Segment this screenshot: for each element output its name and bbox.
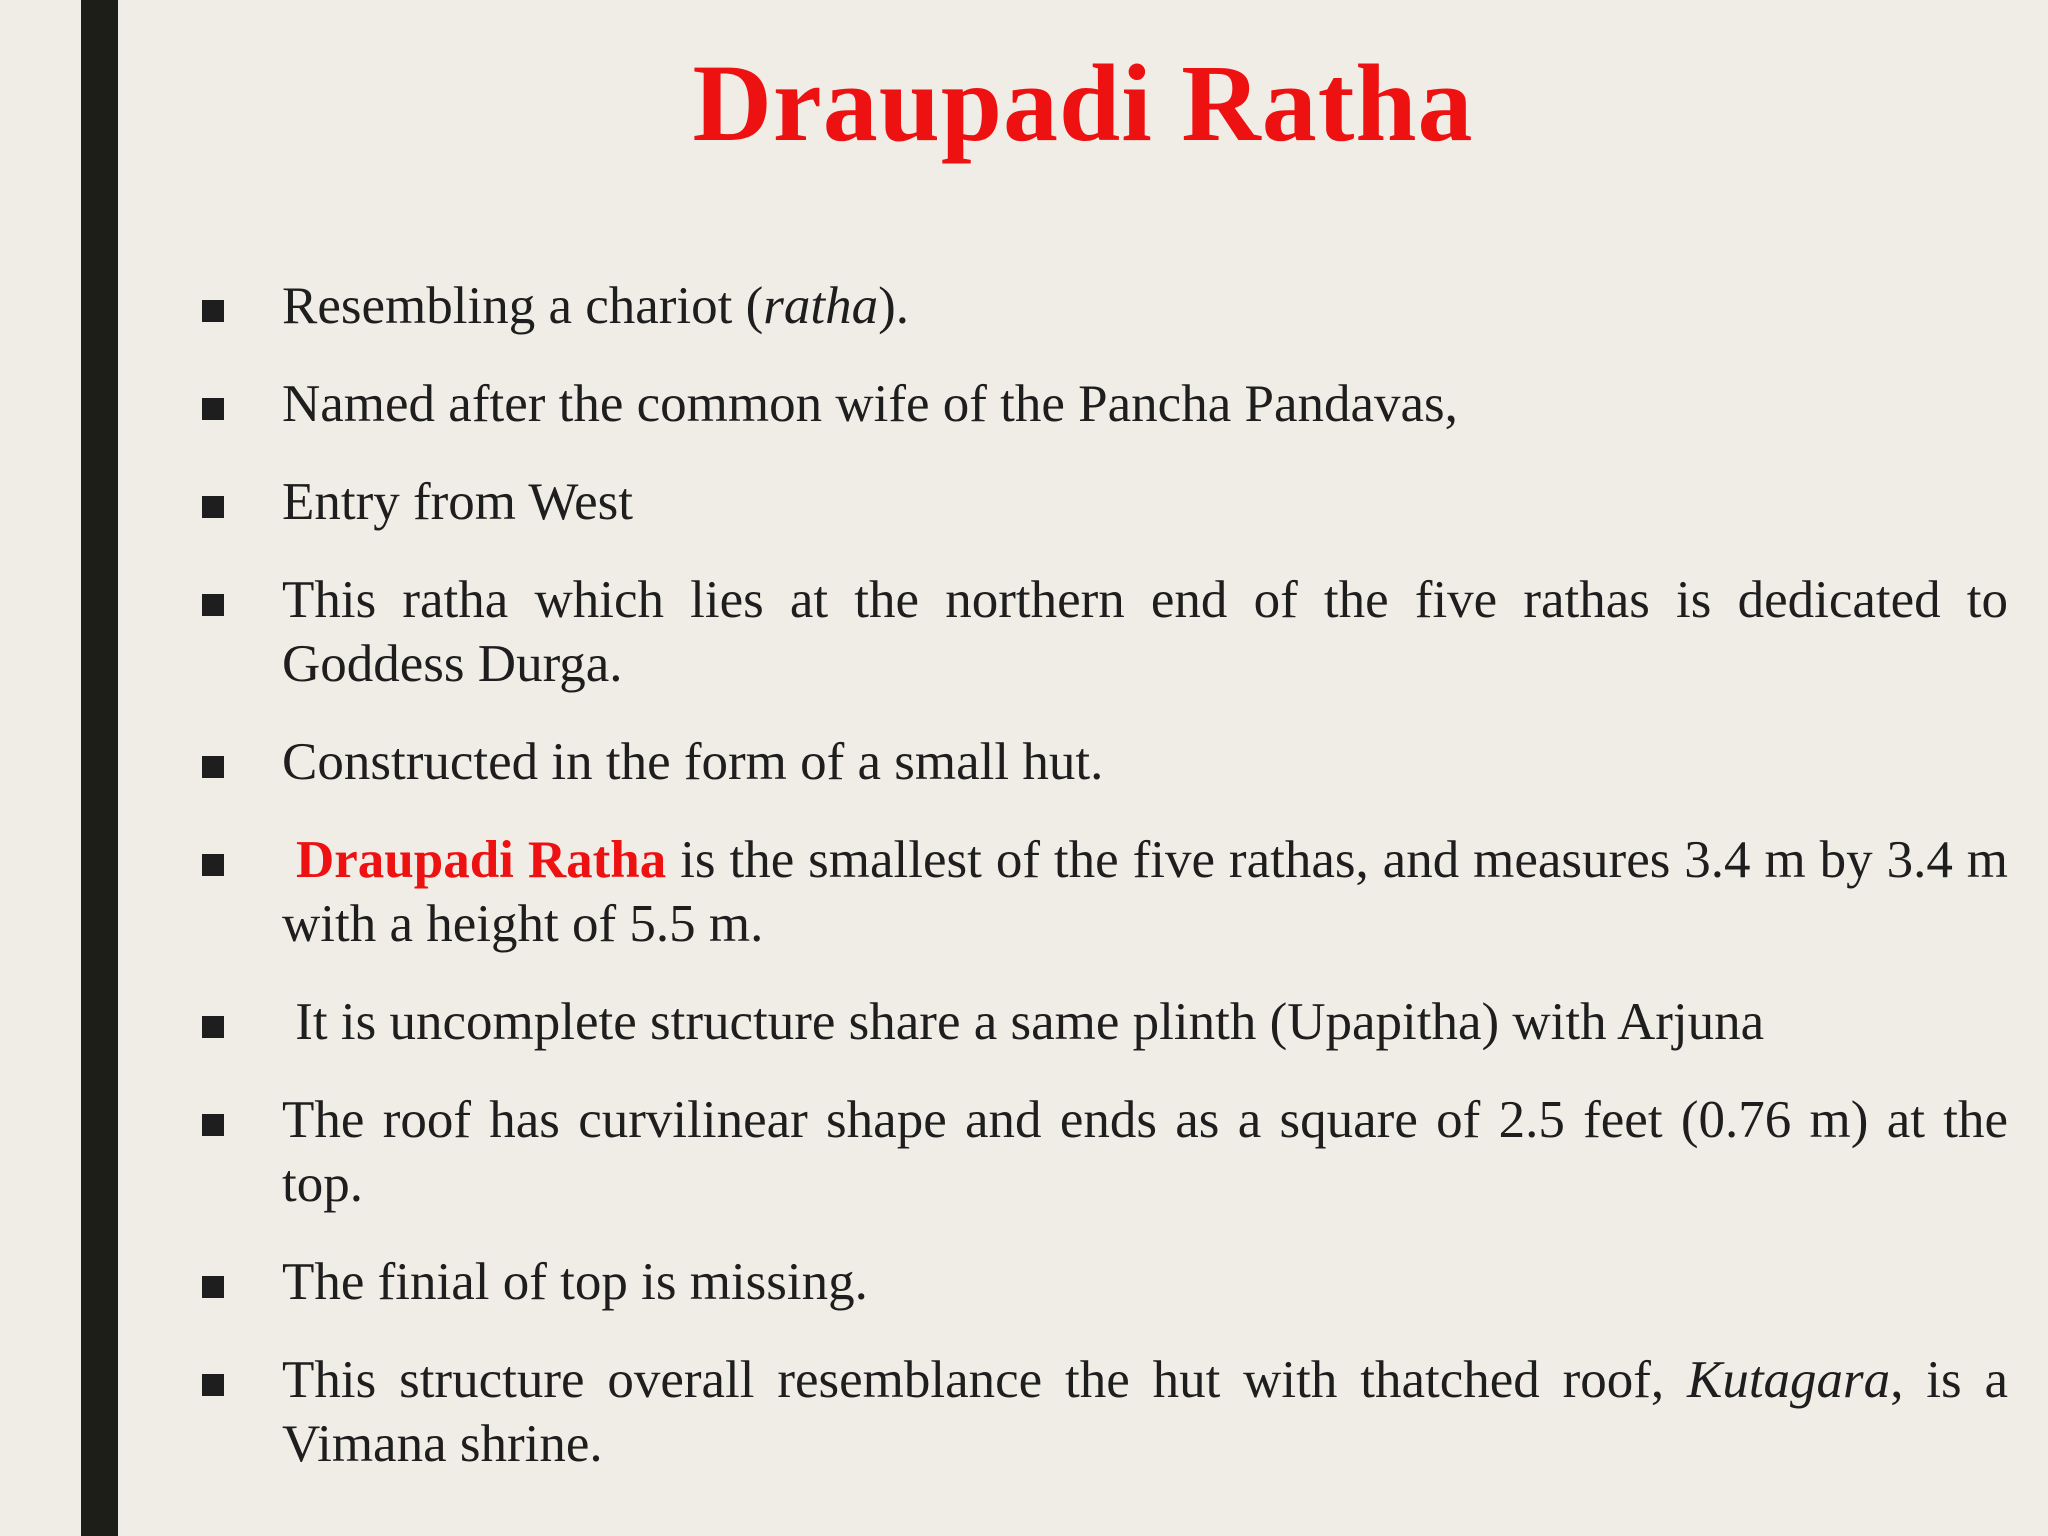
left-accent-bar (81, 0, 118, 1536)
bullet-item-7 (198, 990, 2008, 1054)
bullet-text: This structure overall resemblance the hut with thatched roof, (282, 1351, 1687, 1409)
bullet-item-1 (198, 274, 2008, 338)
bullet-italic-term: ratha (763, 277, 879, 335)
square-bullet-icon (202, 1374, 224, 1396)
bullet-text: is the smallest of the five rathas, and measures 3.4 m by 3.4 m with a height of 5.5 m. (282, 831, 2008, 953)
bullet-text: It is uncomplete structure share a same plinth (Upapitha) with Arjuna (295, 993, 1765, 1051)
bullet-list (198, 274, 2008, 1510)
square-bullet-icon (202, 300, 224, 322)
square-bullet-icon (202, 1276, 224, 1298)
slide-title: Draupadi Ratha (692, 42, 1474, 164)
square-bullet-icon (202, 854, 224, 876)
square-bullet-icon (202, 496, 224, 518)
bullet-text: Resembling a chariot ( (282, 277, 764, 335)
bullet-item-3 (198, 470, 2008, 534)
square-bullet-icon (202, 594, 224, 616)
square-bullet-icon (202, 756, 224, 778)
bullet-highlight-term: Draupadi Ratha (295, 831, 667, 889)
square-bullet-icon (202, 1016, 224, 1038)
bullet-item-6 (198, 828, 2008, 956)
bullet-text: The finial of top is missing. (282, 1253, 868, 1311)
bullet-item-4 (198, 568, 2008, 696)
bullet-item-10 (198, 1348, 2008, 1476)
square-bullet-icon (202, 398, 224, 420)
bullet-item-5 (198, 730, 2008, 794)
bullet-item-2 (198, 372, 2008, 436)
bullet-item-9 (198, 1250, 2008, 1314)
bullet-text: ). (878, 277, 910, 335)
bullet-text: Named after the common wife of the Pancha Pandavas, (282, 375, 1458, 433)
bullet-italic-term: Kutagara (1686, 1351, 1891, 1409)
bullet-text: The roof has curvilinear shape and ends as a square of 2.5 feet (0.76 m) at the top. (282, 1091, 2008, 1213)
bullet-text: Constructed in the form of a small hut. (282, 733, 1104, 791)
bullet-text: This ratha which lies at the northern end of the five rathas is dedicated to Goddess Durga. (282, 571, 2008, 693)
bullet-item-8 (198, 1088, 2008, 1216)
bullet-text: , is a Vimana shrine. (282, 1351, 2008, 1473)
square-bullet-icon (202, 1114, 224, 1136)
bullet-text: Entry from West (282, 473, 633, 531)
